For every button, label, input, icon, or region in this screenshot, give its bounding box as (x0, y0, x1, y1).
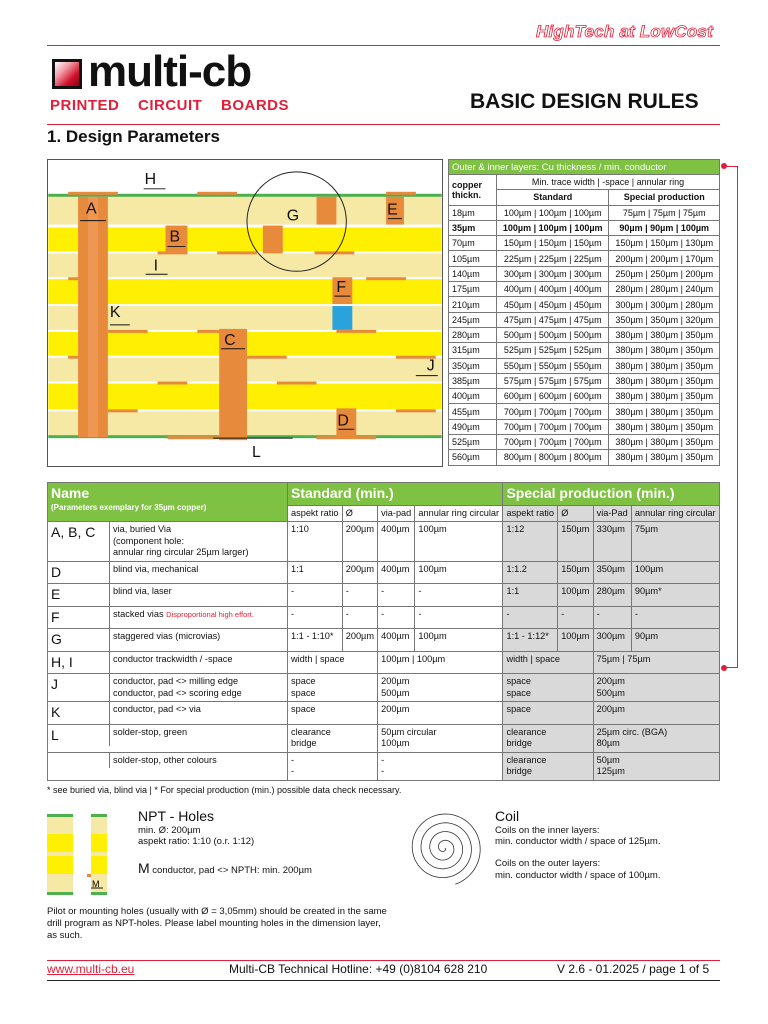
cu-thickness: 35µm (449, 220, 497, 235)
bracket-dot-bottom (721, 665, 727, 671)
label-B: B (169, 228, 181, 246)
spec-value: 1:1 - 1:12* (503, 629, 558, 652)
row-desc (110, 607, 257, 629)
cu-table-row (449, 236, 720, 251)
cu-special: 380µm | 380µm | 350µm (609, 343, 720, 358)
row-desc (110, 629, 223, 651)
cu-thickness: 315µm (449, 343, 497, 358)
label-K: K (109, 303, 121, 321)
coil-title: Coil (495, 808, 520, 824)
cu-standard: 600µm | 600µm | 600µm (497, 389, 609, 404)
cu-standard: 100µm | 100µm | 100µm (497, 220, 609, 235)
cu-thickness: 105µm (449, 251, 497, 266)
cu-special: 380µm | 380µm | 350µm (609, 373, 720, 388)
tagline: HighTech at LowCost (536, 22, 713, 41)
label-F: F (336, 279, 347, 297)
std-value: space (288, 702, 378, 725)
table-row (48, 702, 720, 725)
cu-thickness: 245µm (449, 312, 497, 327)
cu-special: 380µm | 380µm | 350µm (609, 358, 720, 373)
cu-thickness: 490µm (449, 419, 497, 434)
logo-icon (52, 59, 82, 89)
npt-hole-diagram (47, 812, 107, 898)
row-desc (110, 652, 236, 674)
cu-table-row (449, 450, 720, 465)
spec-value: - (558, 606, 593, 629)
cu-special: 380µm | 380µm | 350µm (609, 327, 720, 342)
label-G: G (286, 207, 300, 225)
row-name-cell (48, 724, 288, 752)
npt-aspect: aspekt ratio: 1:10 (o.r. 1:12) (138, 836, 255, 847)
cu-table-row (449, 205, 720, 220)
cu-col-thickness: copper thickn. (449, 175, 497, 206)
cu-special: 75µm | 75µm | 75µm (609, 205, 720, 220)
row-name: L (48, 725, 110, 747)
spec-value: 25µm circ. (BGA) 80µm (593, 724, 719, 752)
spec-value: 200µm 500µm (593, 674, 719, 702)
row-desc-text: conductor, pad <> via (113, 704, 201, 714)
label-H: H (144, 170, 157, 188)
cu-thickness: 525µm (449, 435, 497, 450)
spec-value: space (503, 702, 593, 725)
std-value: - (342, 606, 377, 629)
company-subtitle: PRINTED CIRCUIT BOARDS (50, 97, 290, 114)
npt-m-text: conductor, pad <> NPTH: min. 200µm (149, 865, 312, 876)
col-name-sub: (Parameters exemplary for 35µm copper) (51, 502, 207, 512)
std-value: - (342, 584, 377, 607)
std-value: - (288, 606, 343, 629)
std-value: - (378, 606, 415, 629)
npt-m-big: M (138, 860, 150, 876)
footer-divider (47, 960, 720, 961)
row-name-cell (48, 702, 288, 725)
cu-special: 350µm | 350µm | 320µm (609, 312, 720, 327)
label-J: J (426, 357, 435, 375)
spec-value: 75µm (631, 522, 719, 562)
row-desc-text: stacked vias (113, 608, 164, 619)
cu-standard: 525µm | 525µm | 525µm (497, 343, 609, 358)
logo-text: multi-cb (88, 47, 252, 96)
coil-spiral-icon (404, 808, 484, 888)
cu-table-row (449, 435, 720, 450)
spec-value: 280µm (593, 584, 631, 607)
table-row (48, 752, 720, 780)
pilot-note: Pilot or mounting holes (usually with Ø = 3,05mm) should be created in the same drill program as NPT-holes. Please label mounting holes in the dimension layer, as such. (47, 906, 387, 941)
row-desc (110, 584, 175, 606)
col-standard-header: Standard (min.) (288, 483, 503, 506)
std-value: 100µm (415, 522, 503, 562)
row-name: J (48, 674, 110, 701)
cu-standard: 150µm | 150µm | 150µm (497, 236, 609, 251)
design-rules-table (47, 482, 720, 781)
row-name-cell (48, 561, 288, 584)
coil-outer-1: Coils on the outer layers: (495, 858, 601, 869)
cu-standard: 700µm | 700µm | 700µm (497, 404, 609, 419)
std-value: 200µm (378, 702, 503, 725)
spec-value: space space (503, 674, 593, 702)
std-value: - (378, 584, 415, 607)
col-special-header: Special production (min.) (503, 483, 720, 506)
cu-table-row (449, 312, 720, 327)
cu-special: 380µm | 380µm | 350µm (609, 419, 720, 434)
label-I: I (153, 257, 159, 275)
cu-table-row (449, 297, 720, 312)
std-value: 200µm (342, 629, 377, 652)
cu-standard: 700µm | 700µm | 700µm (497, 419, 609, 434)
row-desc (110, 725, 190, 747)
std-value: 400µm (378, 629, 415, 652)
npt-min-diameter: min. Ø: 200µm (138, 825, 201, 836)
table-row (48, 561, 720, 584)
row-name: G (48, 629, 110, 651)
std-subheader: Ø (342, 505, 377, 522)
label-C: C (224, 331, 236, 349)
cu-thickness: 70µm (449, 236, 497, 251)
spec-value: 90µm (631, 629, 719, 652)
spec-subheader: Ø (558, 505, 593, 522)
cu-special: 150µm | 150µm | 130µm (609, 236, 720, 251)
cu-special: 380µm | 380µm | 350µm (609, 404, 720, 419)
std-value: 200µm (342, 522, 377, 562)
cu-standard: 225µm | 225µm | 225µm (497, 251, 609, 266)
cu-table-row (449, 327, 720, 342)
cu-special: 280µm | 280µm | 240µm (609, 282, 720, 297)
row-desc-text: conductor trackwidth / -space (113, 653, 233, 664)
row-desc-text: blind via, laser (113, 586, 172, 596)
spec-subheader: aspekt ratio (503, 505, 558, 522)
row-name-cell (48, 522, 288, 562)
label-A: A (86, 200, 97, 218)
row-desc (110, 522, 252, 561)
std-subheader: annular ring circular (415, 505, 503, 522)
cu-standard: 450µm | 450µm | 450µm (497, 297, 609, 312)
std-subheader: via-pad (378, 505, 415, 522)
page-title: BASIC DESIGN RULES (470, 90, 699, 113)
row-desc (110, 674, 245, 701)
std-value: 100µm | 100µm (378, 651, 503, 674)
col-name-header (48, 483, 288, 522)
row-name (48, 753, 110, 769)
row-desc-text: solder-stop, green (113, 726, 188, 737)
hotline: Multi-CB Technical Hotline: +49 (0)8104 628 210 (229, 962, 488, 976)
cu-standard: 700µm | 700µm | 700µm (497, 435, 609, 450)
cu-standard: 300µm | 300µm | 300µm (497, 266, 609, 281)
std-value: - - (288, 752, 378, 780)
row-desc-text: blind via, mechanical (113, 563, 199, 574)
cu-standard: 550µm | 550µm | 550µm (497, 358, 609, 373)
cu-table-row (449, 220, 720, 235)
std-value: 400µm (378, 522, 415, 562)
cu-thickness: 175µm (449, 282, 497, 297)
label-L: L (251, 444, 261, 462)
title-divider (47, 124, 720, 125)
cu-special: 250µm | 250µm | 200µm (609, 266, 720, 281)
footnote: * see buried via, blind via | * For special production (min.) possible data check necessary. (47, 785, 402, 795)
cu-col-group: Min. trace width | -space | annular ring (497, 175, 720, 190)
npt-title: NPT - Holes (138, 808, 214, 824)
spec-value: 100µm (558, 629, 593, 652)
spec-value: 1:12 (503, 522, 558, 562)
cu-special: 380µm | 380µm | 350µm (609, 435, 720, 450)
pcb-stackup-diagram (47, 159, 443, 467)
spec-value: 200µm (593, 702, 719, 725)
cu-thickness: 280µm (449, 327, 497, 342)
row-name: F (48, 607, 110, 629)
cu-table-row (449, 358, 720, 373)
cu-standard: 575µm | 575µm | 575µm (497, 373, 609, 388)
website-link[interactable]: www.multi-cb.eu (47, 962, 135, 976)
std-value: 1:10 (288, 522, 343, 562)
bracket-line (724, 166, 738, 668)
cu-standard: 400µm | 400µm | 400µm (497, 282, 609, 297)
copper-thickness-table (448, 159, 720, 466)
row-name-cell (48, 674, 288, 702)
cu-thickness: 140µm (449, 266, 497, 281)
row-name-cell (48, 606, 288, 629)
std-subheader: aspekt ratio (288, 505, 343, 522)
row-name-cell (48, 651, 288, 674)
cu-thickness: 18µm (449, 205, 497, 220)
bracket-dot-top (721, 163, 727, 169)
row-name: K (48, 702, 110, 724)
std-value: 50µm circular 100µm (378, 724, 503, 752)
cu-thickness: 400µm (449, 389, 497, 404)
row-name-cell (48, 752, 288, 780)
cu-table-row (449, 266, 720, 281)
cu-standard: 800µm | 800µm | 800µm (497, 450, 609, 465)
cu-table-header: Outer & inner layers: Cu thickness / min. conductor (449, 160, 720, 175)
std-value: space space (288, 674, 378, 702)
std-value: clearance bridge (288, 724, 378, 752)
std-value: 200µm (342, 561, 377, 584)
row-name: A, B, C (48, 522, 110, 561)
cu-thickness: 455µm (449, 404, 497, 419)
spec-value: width | space (503, 651, 593, 674)
table-row (48, 522, 720, 562)
table-row (48, 584, 720, 607)
cu-special: 300µm | 300µm | 280µm (609, 297, 720, 312)
spec-value: - (503, 606, 558, 629)
std-value: - (415, 606, 503, 629)
row-desc-text: conductor, pad <> milling edge conductor, pad <> scoring edge (113, 676, 242, 698)
cu-standard: 500µm | 500µm | 500µm (497, 327, 609, 342)
std-value: width | space (288, 651, 378, 674)
row-desc (110, 562, 201, 584)
spec-value: 300µm (593, 629, 631, 652)
row-desc-text: solder-stop, other colours (113, 754, 217, 765)
table-row (48, 651, 720, 674)
cu-table-row (449, 404, 720, 419)
row-name: H, I (48, 652, 110, 674)
cu-thickness: 210µm (449, 297, 497, 312)
spec-value: clearance bridge (503, 752, 593, 780)
table-row (48, 629, 720, 652)
cu-special: 90µm | 90µm | 100µm (609, 220, 720, 235)
header-divider (47, 45, 720, 46)
cu-col-special: Special production (609, 190, 720, 205)
npt-m-line (138, 860, 312, 876)
spec-value: 150µm (558, 522, 593, 562)
row-name-cell (48, 629, 288, 652)
label-E: E (387, 201, 398, 219)
table-row (48, 674, 720, 702)
spec-subheader: annular ring circular (631, 505, 719, 522)
cu-special: 200µm | 200µm | 170µm (609, 251, 720, 266)
spec-value: 75µm | 75µm (593, 651, 719, 674)
coil-outer-2: min. conductor width / space of 100µm. (495, 870, 661, 881)
cu-table-row (449, 419, 720, 434)
section-title: 1. Design Parameters (47, 127, 220, 146)
std-value: 1:1 (288, 561, 343, 584)
spec-value: 100µm (631, 561, 719, 584)
row-desc (110, 753, 220, 769)
spec-value: - (593, 606, 631, 629)
cu-table-row (449, 251, 720, 266)
row-note: Disproportional high effort. (166, 609, 254, 619)
spec-value: - (631, 606, 719, 629)
cu-table-row (449, 373, 720, 388)
coil-inner-1: Coils on the inner layers: (495, 825, 600, 836)
std-value: 400µm (378, 561, 415, 584)
cu-standard: 100µm | 100µm | 100µm (497, 205, 609, 220)
version-page: V 2.6 - 01.2025 / page 1 of 5 (557, 962, 710, 976)
cu-standard: 475µm | 475µm | 475µm (497, 312, 609, 327)
std-value: - - (378, 752, 503, 780)
std-value: 100µm (415, 561, 503, 584)
cu-thickness: 560µm (449, 450, 497, 465)
footer-bottom-line (47, 980, 720, 981)
cu-special: 380µm | 380µm | 350µm (609, 450, 720, 465)
cu-special: 380µm | 380µm | 350µm (609, 389, 720, 404)
spec-value: 50µm 125µm (593, 752, 719, 780)
spec-value: 1:1.2 (503, 561, 558, 584)
row-desc-text: via, buried Via (component hole: annular ring circular 25µm larger) (113, 524, 249, 557)
spec-subheader: via-Pad (593, 505, 631, 522)
spec-value: 150µm (558, 561, 593, 584)
row-desc-text: staggered vias (microvias) (113, 631, 221, 641)
spec-value: 100µm (558, 584, 593, 607)
row-desc (110, 702, 204, 724)
std-value: 100µm (415, 629, 503, 652)
std-value: 1:1 - 1:10* (288, 629, 343, 652)
row-name: E (48, 584, 110, 606)
npt-m-label: M (92, 879, 100, 889)
cu-thickness: 350µm (449, 358, 497, 373)
std-value: - (415, 584, 503, 607)
label-D: D (337, 412, 349, 430)
spec-value: 90µm* (631, 584, 719, 607)
col-name-title: Name (51, 485, 90, 501)
cu-table-row (449, 389, 720, 404)
table-row (48, 606, 720, 629)
row-name-cell (48, 584, 288, 607)
spec-value: 1:1 (503, 584, 558, 607)
spec-value: 330µm (593, 522, 631, 562)
spec-value: 350µm (593, 561, 631, 584)
cu-thickness: 385µm (449, 373, 497, 388)
cu-table-row (449, 282, 720, 297)
coil-inner-2: min. conductor width / space of 125µm. (495, 836, 661, 847)
cu-table-row (449, 343, 720, 358)
cu-col-standard: Standard (497, 190, 609, 205)
row-name: D (48, 562, 110, 584)
std-value: 200µm 500µm (378, 674, 503, 702)
std-value: - (288, 584, 343, 607)
spec-value: clearance bridge (503, 724, 593, 752)
table-row (48, 724, 720, 752)
